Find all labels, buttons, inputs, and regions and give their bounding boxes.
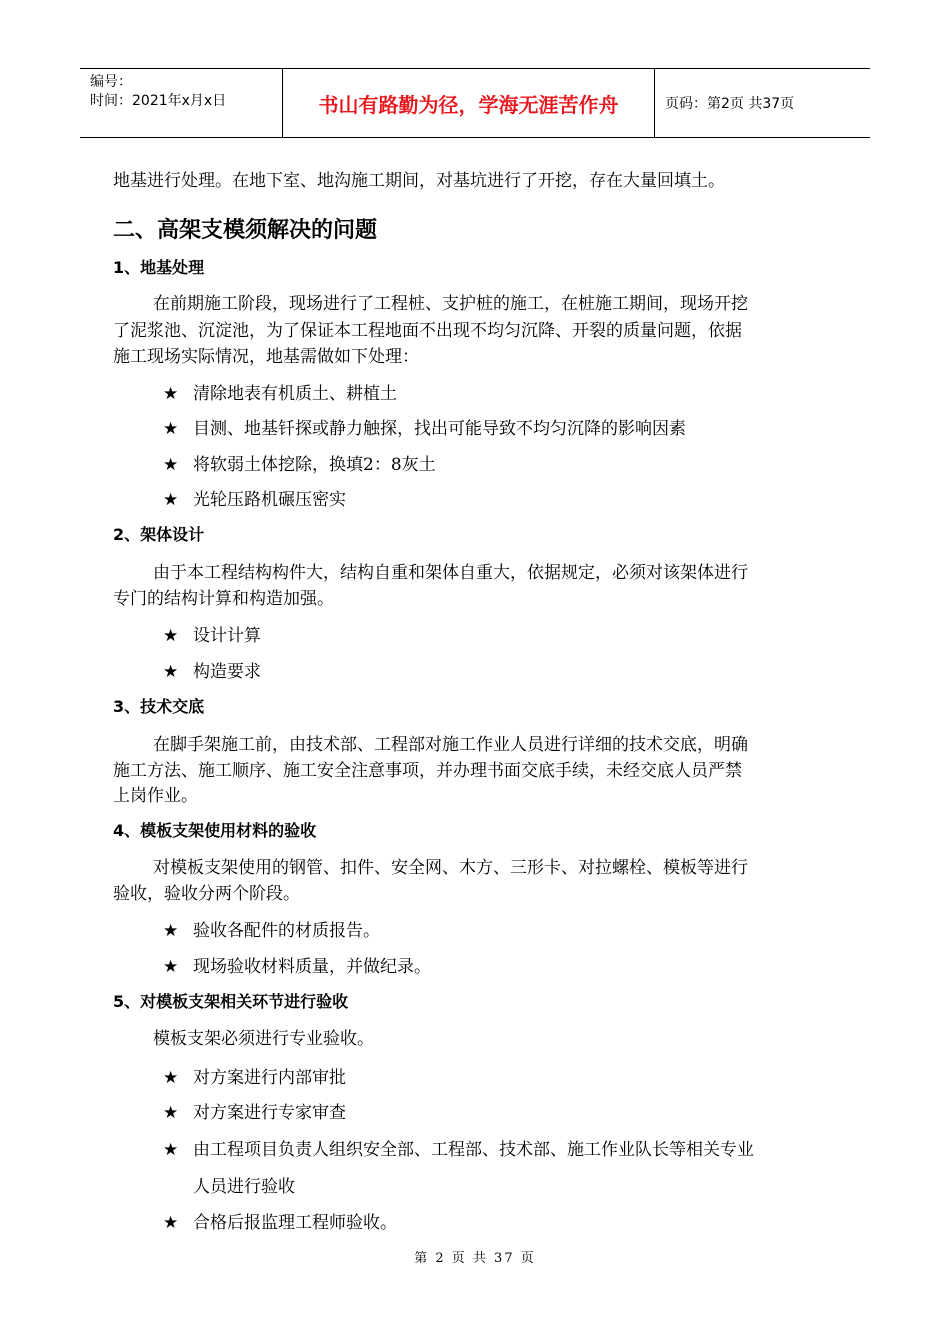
s5-title: 5、对模板支架相关环节进行验收 bbox=[113, 992, 349, 1011]
s5-bullet-continuation: 人员进行验收 bbox=[193, 1177, 295, 1197]
s4-bullet: 验收各配件的材质报告。 bbox=[193, 921, 380, 941]
s2-para-line: 专门的结构计算和构造加强。 bbox=[113, 589, 334, 609]
s1-para-line: 施工现场实际情况，地基需做如下处理： bbox=[113, 347, 419, 367]
s1-title: 1、地基处理 bbox=[113, 258, 205, 277]
star-icon: ★ bbox=[163, 1140, 179, 1160]
s4-para-line: 验收，验收分两个阶段。 bbox=[113, 884, 300, 904]
star-icon: ★ bbox=[163, 921, 179, 941]
header-page-info: 页码：第2页 共37页 bbox=[665, 96, 795, 112]
star-icon: ★ bbox=[163, 419, 179, 439]
star-icon: ★ bbox=[163, 384, 179, 404]
s2-title: 2、架体设计 bbox=[113, 525, 205, 544]
s5-bullet: 对方案进行内部审批 bbox=[193, 1068, 346, 1088]
s1-para-line: 在前期施工阶段，现场进行了工程桩、支护桩的施工，在桩施工期间，现场开挖 bbox=[153, 294, 748, 314]
star-icon: ★ bbox=[163, 957, 179, 977]
s1-bullet: 将软弱土体挖除，换填2：8灰土 bbox=[193, 455, 436, 475]
s2-para-line: 由于本工程结构构件大，结构自重和架体自重大，依据规定，必须对该架体进行 bbox=[153, 563, 748, 583]
s4-para-line: 对模板支架使用的钢管、扣件、安全网、木方、三形卡、对拉螺栓、模板等进行 bbox=[153, 858, 748, 878]
star-icon: ★ bbox=[163, 626, 179, 646]
s4-bullet: 现场验收材料质量，并做纪录。 bbox=[193, 957, 431, 977]
s2-bullet: 设计计算 bbox=[193, 626, 261, 646]
section-title: 二、高架支模须解决的问题 bbox=[113, 218, 378, 243]
header-motto: 书山有路勤为径，学海无涯苦作舟 bbox=[283, 69, 655, 137]
star-icon: ★ bbox=[163, 1068, 179, 1088]
s1-bullet: 光轮压路机碾压密实 bbox=[193, 490, 346, 510]
s5-bullet: 由工程项目负责人组织安全部、工程部、技术部、施工作业队长等相关专业 bbox=[193, 1140, 754, 1160]
star-icon: ★ bbox=[163, 1103, 179, 1123]
s1-para-line: 了泥浆池、沉淀池，为了保证本工程地面不出现不均匀沉降、开裂的质量问题，依据 bbox=[113, 321, 742, 341]
date-label: 时间：2021年x月x日 bbox=[90, 93, 227, 109]
star-icon: ★ bbox=[163, 490, 179, 510]
s5-bullet: 对方案进行专家审查 bbox=[193, 1103, 346, 1123]
s1-bullet: 清除地表有机质土、耕植土 bbox=[193, 384, 397, 404]
s5-bullet: 合格后报监理工程师验收。 bbox=[193, 1213, 397, 1233]
s4-title: 4、模板支架使用材料的验收 bbox=[113, 821, 317, 840]
s3-para-line: 上岗作业。 bbox=[113, 786, 198, 806]
star-icon: ★ bbox=[163, 1213, 179, 1233]
header-meta-cell bbox=[80, 69, 283, 137]
star-icon: ★ bbox=[163, 455, 179, 475]
s5-para-line: 模板支架必须进行专业验收。 bbox=[153, 1029, 374, 1049]
page-footer: 第 2 页 共 37 页 bbox=[414, 1251, 536, 1266]
star-icon: ★ bbox=[163, 662, 179, 682]
page-header-table bbox=[80, 68, 870, 138]
s1-bullet: 目测、地基钎探或静力触探，找出可能导致不均匀沉降的影响因素 bbox=[193, 419, 686, 439]
intro-line: 地基进行处理。在地下室、地沟施工期间，对基坑进行了开挖，存在大量回填土。 bbox=[113, 171, 725, 191]
s3-para-line: 施工方法、施工顺序、施工安全注意事项，并办理书面交底手续，未经交底人员严禁 bbox=[113, 761, 742, 781]
s3-title: 3、技术交底 bbox=[113, 697, 205, 716]
s3-para-line: 在脚手架施工前，由技术部、工程部对施工作业人员进行详细的技术交底，明确 bbox=[153, 735, 748, 755]
code-label: 编号： bbox=[90, 74, 132, 90]
s2-bullet: 构造要求 bbox=[193, 662, 261, 682]
